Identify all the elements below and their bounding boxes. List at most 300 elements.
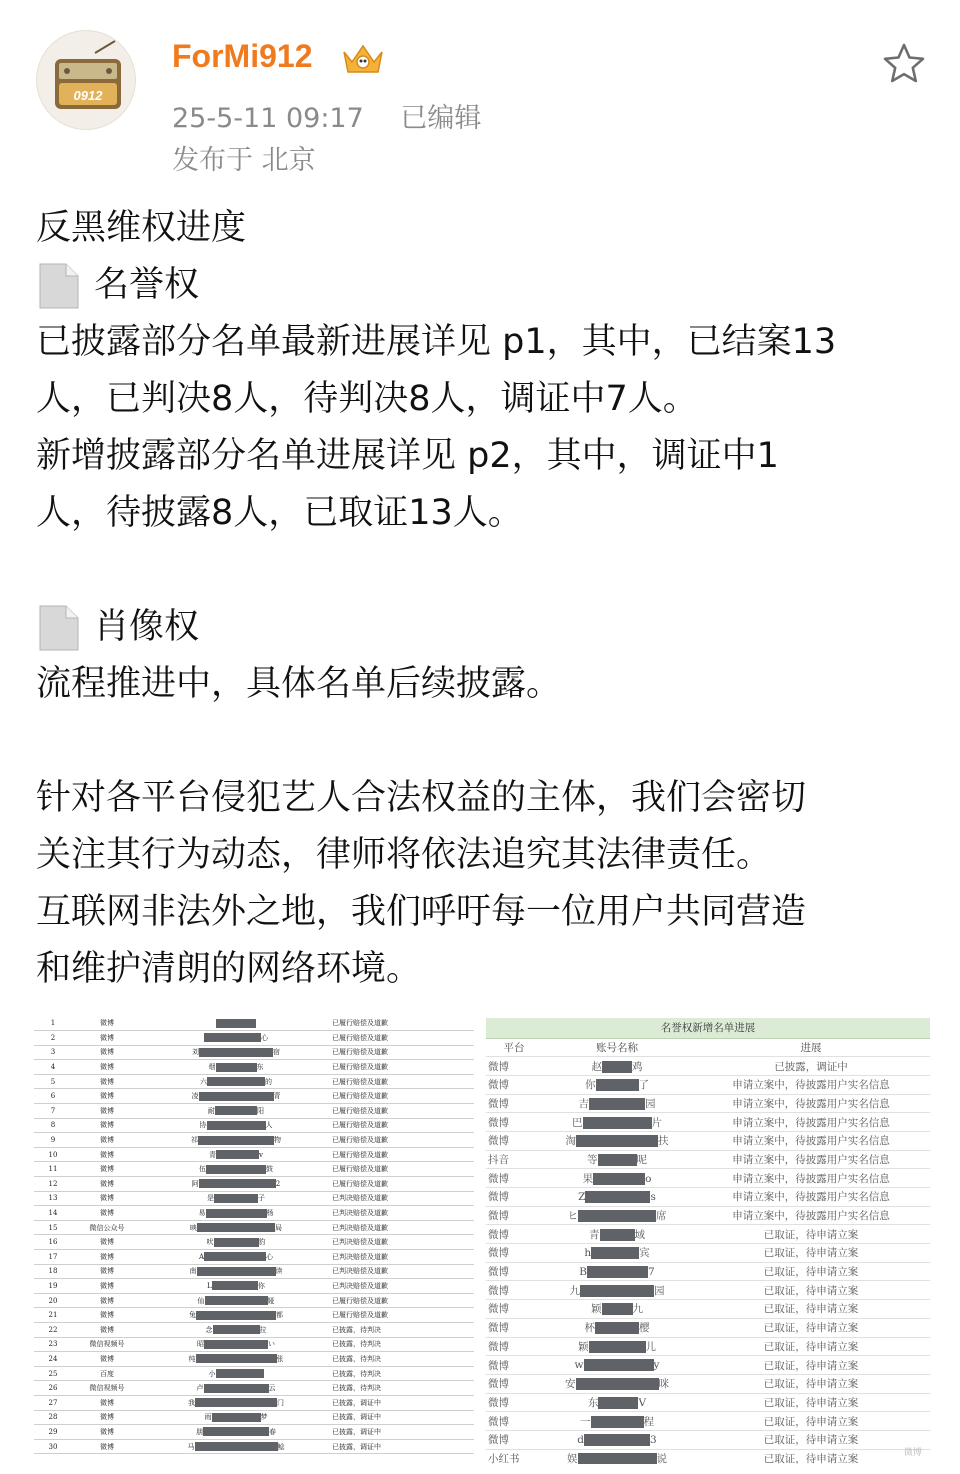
row-account [542,1188,692,1207]
redaction-mask [216,1063,257,1072]
table-header-platform: 平台 [486,1038,542,1057]
row-account [542,1057,692,1076]
row-account [542,1094,692,1113]
row-account [542,1318,692,1337]
table-row [34,1177,474,1192]
redaction-mask [204,1340,268,1349]
table-row [34,1410,474,1425]
account-suffix: 席 [656,1210,667,1223]
account-prefix: 伍 [199,1165,206,1174]
row-number: 2 [34,1031,72,1046]
row-status: 已取证，待申请立案 [692,1244,930,1263]
account-suffix: 读 [275,1267,283,1276]
row-number: 21 [34,1308,72,1323]
account-suffix: 说 [656,1452,667,1464]
table-row [34,1395,474,1410]
table-row [34,1191,474,1206]
row-number: 26 [34,1381,72,1396]
row-status: 已取证，待申请立案 [692,1430,930,1449]
account-suffix: v [259,1150,263,1159]
redaction-mask [578,1453,657,1464]
account-suffix: 片 [651,1116,662,1129]
row-platform: 微博 [486,1131,542,1150]
account-prefix: 我 [188,1398,195,1407]
table-row [486,1169,930,1188]
row-status: 已披露，调证中 [330,1439,474,1454]
redaction-mask [205,1296,268,1305]
row-account [142,1206,330,1221]
section-heading-portrait [36,599,926,656]
redaction-mask [589,1341,646,1353]
section-heading-reputation [36,257,926,314]
redaction-mask [195,1442,278,1451]
row-status: 已披露，调证中 [330,1425,474,1440]
account-suffix: 宿 [273,1048,280,1057]
post-meta [172,96,509,135]
account-prefix: 仙 [197,1296,205,1305]
row-platform: 微博 [486,1057,542,1076]
row-status: 申请立案中，待披露用户实名信息 [692,1188,930,1207]
account-prefix: 巴 [572,1116,583,1129]
account-prefix: 昭 [197,1340,204,1349]
row-status: 已履行赔偿及道歉 [330,1308,474,1323]
redaction-mask [602,1303,633,1315]
row-account [142,1074,330,1089]
row-number: 6 [34,1089,72,1104]
document-icon [36,604,82,652]
account-prefix: 赵 [591,1060,602,1073]
redaction-mask [204,1033,261,1042]
redaction-mask [589,1098,645,1110]
row-platform: 微博 [72,1060,142,1075]
post-header [0,0,960,190]
account-suffix: 子 [258,1194,265,1203]
table-row [34,1439,474,1454]
row-platform: 微博 [486,1318,542,1337]
account-suffix: V [638,1396,647,1409]
row-status: 已判决赔偿及道歉 [330,1264,474,1279]
account-suffix: y [653,1359,660,1372]
account-suffix: 域 [634,1228,645,1241]
account-prefix: Z [578,1190,586,1203]
table-row [486,1412,930,1431]
row-number: 17 [34,1250,72,1265]
progress-table-p2 [486,1018,930,1464]
watermark: 微博 [903,1448,922,1458]
radio-icon [37,31,136,130]
account-suffix: 娅 [267,1296,275,1305]
redaction-mask [583,1117,652,1129]
row-platform: 微博 [72,1031,142,1046]
row-platform: 微博 [72,1016,142,1031]
table-row [486,1374,930,1393]
table-row [34,1264,474,1279]
redaction-mask [212,1413,261,1422]
post-line: 流程推进中，具体名单后续披露。 [36,664,562,704]
account-suffix: 7 [648,1265,655,1278]
row-platform: 小红书 [486,1449,542,1464]
table-row [486,1318,930,1337]
redaction-mask [584,1359,654,1371]
redaction-mask [199,1048,273,1057]
row-account [142,1293,330,1308]
redaction-mask [595,1322,639,1334]
row-number: 20 [34,1293,72,1308]
table-title: 名誉权新增名单进展 [486,1018,930,1038]
row-status: 申请立案中，待披露用户实名信息 [692,1169,930,1188]
account-prefix: 吉 [578,1097,589,1110]
row-account [142,1264,330,1279]
account-prefix: 娱 [567,1452,578,1464]
row-status: 已取证，待申请立案 [692,1393,930,1412]
post-location: 发布于 北京 [172,145,316,176]
row-status: 已判决赔偿及道歉 [330,1206,474,1221]
account-suffix: 2 [275,1179,281,1188]
row-platform: 微博 [72,1425,142,1440]
table-row [34,1118,474,1133]
row-status: 已判决赔偿及道歉 [330,1279,474,1294]
table-row [486,1225,930,1244]
progress-table-p1 [34,1016,474,1454]
table-header-row [486,1038,930,1057]
row-platform: 微博 [72,1045,142,1060]
redaction-mask [602,1061,632,1073]
row-platform: 微博 [486,1393,542,1412]
row-platform: 微博 [486,1430,542,1449]
account-prefix: 马 [187,1442,195,1451]
row-account [142,1177,330,1192]
account-suffix: o [645,1172,652,1185]
avatar[interactable] [36,30,136,130]
row-status: 已履行赔偿及道歉 [330,1104,474,1119]
row-platform: 微博 [72,1395,142,1410]
account-prefix: 青 [209,1150,217,1159]
table-row [34,1074,474,1089]
row-status: 已履行赔偿及道歉 [330,1133,474,1148]
svg-text:0912: 0912 [73,88,103,103]
redaction-mask [598,1154,637,1166]
row-number: 23 [34,1337,72,1352]
redaction-mask [207,1077,265,1086]
edited-label[interactable]: 已编辑 [400,103,482,134]
table-row [34,1322,474,1337]
table-row [486,1281,930,1300]
row-account [142,1118,330,1133]
row-platform: 抖音 [486,1150,542,1169]
redaction-mask [206,1165,266,1174]
account-prefix: 兔 [189,1311,196,1320]
account-prefix: 东 [587,1396,599,1409]
account-suffix: 儿 [645,1340,656,1353]
row-platform: 微博 [72,1162,142,1177]
row-account [542,1356,692,1375]
row-status: 已判决赔偿及道歉 [330,1250,474,1265]
redaction-mask [584,1434,650,1446]
account-prefix: 是 [207,1194,214,1203]
row-number: 29 [34,1425,72,1440]
account-suffix: 门 [277,1398,284,1407]
row-number: 27 [34,1395,72,1410]
account-suffix: 3 [650,1433,657,1446]
row-account [142,1352,330,1367]
account-prefix: 杯 [584,1322,595,1335]
table-row [34,1250,474,1265]
row-number: 10 [34,1147,72,1162]
row-platform: 微博 [72,1293,142,1308]
redaction-mask [213,1325,260,1334]
redaction-mask [197,1223,275,1232]
redaction-mask [598,1397,638,1409]
row-account [142,1308,330,1323]
table-header-account: 账号名称 [542,1038,692,1057]
row-platform: 微博 [486,1356,542,1375]
row-number: 7 [34,1104,72,1119]
account-suffix: 都 [276,1311,283,1320]
row-status: 已披露，调证中 [330,1410,474,1425]
row-status: 已披露，待判决 [330,1322,474,1337]
table-row [34,1016,474,1031]
row-account [142,1147,330,1162]
row-platform: 微博 [72,1147,142,1162]
row-platform: 微博 [486,1262,542,1281]
table-row [34,1279,474,1294]
redaction-mask [195,1398,277,1407]
account-suffix: 宾 [639,1247,650,1260]
account-suffix: 扶 [658,1135,669,1148]
account-suffix: 咪 [658,1378,669,1391]
table-row [34,1381,474,1396]
star-icon[interactable] [880,40,928,88]
account-suffix: 鲶 [277,1442,285,1451]
account-suffix: 鸡 [632,1060,643,1073]
table-row [34,1089,474,1104]
row-account [542,1131,692,1150]
account-prefix: 淘 [565,1135,576,1148]
row-status: 已披露，待判决 [330,1381,474,1396]
row-number: 12 [34,1177,72,1192]
account-prefix: 六 [200,1077,207,1086]
row-platform: 微信视频号 [72,1337,142,1352]
redaction-mask [214,1194,258,1203]
row-platform: 微博 [72,1250,142,1265]
account-prefix: 你 [585,1079,596,1092]
account-prefix: L [207,1281,212,1290]
table-row [34,1220,474,1235]
row-account [142,1235,330,1250]
row-number: 11 [34,1162,72,1177]
table-row [486,1393,930,1412]
row-platform: 微信公众号 [72,1220,142,1235]
account-suffix: 程 [643,1415,654,1428]
account-prefix: 九 [569,1284,580,1297]
redaction-mask [203,1427,269,1436]
account-prefix: 耐 [208,1106,215,1115]
redaction-mask [593,1173,645,1185]
row-account [542,1337,692,1356]
row-account [542,1449,692,1464]
table-row [486,1057,930,1076]
redaction-mask [207,1121,266,1130]
row-status: 已披露，待判决 [330,1352,474,1367]
row-status: 已履行赔偿及道歉 [330,1118,474,1133]
row-status: 已履行赔偿及道歉 [330,1074,474,1089]
account-suffix: 的 [265,1077,272,1086]
table-header-progress: 进展 [692,1038,930,1057]
table-row [486,1300,930,1319]
account-suffix: 你 [257,1281,265,1290]
table-row [486,1150,930,1169]
redaction-mask [578,1210,656,1222]
post-body [36,200,926,998]
row-platform: 微博 [486,1094,542,1113]
row-status: 申请立案中，待披露用户实名信息 [692,1131,930,1150]
row-platform: 微博 [72,1118,142,1133]
row-status: 已履行赔偿及道歉 [330,1031,474,1046]
account-suffix: 园 [645,1097,656,1110]
row-status: 已履行赔偿及道歉 [330,1060,474,1075]
account-prefix: 烟 [208,1063,216,1072]
account-prefix: w [574,1359,584,1372]
account-suffix: s [650,1190,656,1203]
account-prefix: 凌 [191,1092,199,1101]
redaction-mask [196,1311,276,1320]
row-status: 已判决赔偿及道歉 [330,1235,474,1250]
redaction-mask [216,1369,264,1378]
redaction-mask [576,1378,659,1390]
row-number: 18 [34,1264,72,1279]
row-platform: 微博 [486,1337,542,1356]
row-account [142,1279,330,1294]
table-row [34,1308,474,1323]
post-line: 针对各平台侵犯艺人合法权益的主体，我们会密切 [36,778,807,818]
row-account [142,1045,330,1060]
redaction-mask [585,1191,650,1203]
section-heading-text: 肖像权 [94,607,200,647]
redaction-mask [591,1247,639,1259]
table-row [486,1188,930,1207]
post-title: 反黑维权进度 [36,208,247,248]
account-suffix: 春 [269,1427,276,1436]
post-timestamp: 25-5-11 09:17 [172,103,364,134]
row-platform: 微博 [72,1279,142,1294]
row-status: 已履行赔偿及道歉 [330,1293,474,1308]
table-row [34,1352,474,1367]
account-prefix: 雨 [204,1413,212,1422]
account-suffix: 心 [266,1252,274,1261]
row-status: 申请立案中，待披露用户实名信息 [692,1206,930,1225]
redaction-mask [596,1079,639,1091]
table-row [486,1430,930,1449]
redaction-mask [215,1106,257,1115]
row-number: 24 [34,1352,72,1367]
redaction-mask [197,1267,276,1276]
account-prefix: d [577,1433,585,1446]
row-status: 已取证，待申请立案 [692,1337,930,1356]
row-number: 8 [34,1118,72,1133]
table-row [486,1244,930,1263]
row-account [142,1162,330,1177]
row-status: 已履行赔偿及道歉 [330,1177,474,1192]
row-account [142,1366,330,1381]
row-status: 已取证，待申请立案 [692,1356,930,1375]
row-account [142,1425,330,1440]
post-line: 新增披露部分名单进展详见 p2，其中，调证中1 [36,436,779,476]
row-status: 已披露，调证中 [330,1395,474,1410]
image-p1[interactable] [34,1016,474,1464]
row-account [142,1191,330,1206]
account-suffix: 青 [273,1092,281,1101]
account-prefix: 纯 [188,1354,196,1363]
row-platform: 微博 [72,1264,142,1279]
post-line: 互联网非法外之地，我们呼吁每一位用户共同营造 [36,892,807,932]
table-row [34,1031,474,1046]
row-status: 申请立案中，待披露用户实名信息 [692,1075,930,1094]
table-row [486,1337,930,1356]
row-number: 25 [34,1366,72,1381]
row-number: 22 [34,1322,72,1337]
row-account [542,1206,692,1225]
table-row [34,1133,474,1148]
row-account [542,1075,692,1094]
table-row [34,1162,474,1177]
account-prefix: ヒ [567,1210,578,1223]
redaction-mask [214,1238,259,1247]
row-account [542,1281,692,1300]
account-prefix: 映 [190,1223,197,1232]
table-row [34,1060,474,1075]
row-platform: 微博 [72,1352,142,1367]
account-prefix: 小 [208,1369,216,1378]
table-row [34,1425,474,1440]
username[interactable]: ForMi912 [172,38,313,74]
row-status: 已取证，待申请立案 [692,1225,930,1244]
row-account [142,1381,330,1396]
account-prefix: h [584,1247,592,1260]
account-suffix: 拉 [259,1325,267,1334]
account-suffix: 梦 [260,1413,268,1422]
row-number: 9 [34,1133,72,1148]
redaction-mask [212,1281,258,1290]
account-suffix: い [268,1340,275,1349]
post-line: 和维护清朗的网络环境。 [36,949,422,989]
section-heading-text: 名誉权 [94,265,200,305]
row-status: 已取证，待申请立案 [692,1449,930,1464]
redaction-mask [204,1384,269,1393]
row-account [142,1250,330,1265]
row-account [542,1374,692,1393]
image-p2[interactable] [486,1018,930,1464]
account-prefix: 南 [189,1267,197,1276]
redaction-mask [591,1416,644,1428]
account-suffix: 东 [256,1063,264,1072]
row-platform: 微博 [72,1308,142,1323]
table-row [34,1337,474,1352]
row-account [542,1262,692,1281]
row-platform: 微博 [72,1089,142,1104]
post-line: 关注其行为动态，律师将依法追究其法律责任。 [36,835,772,875]
row-account [142,1322,330,1337]
row-status: 已判决赔偿及道歉 [330,1220,474,1235]
account-suffix: 九 [632,1303,643,1316]
table-row [34,1104,474,1119]
account-prefix: 卢 [196,1384,204,1393]
account-suffix: 阳 [257,1106,264,1115]
row-number: 5 [34,1074,72,1089]
table-row [486,1356,930,1375]
row-number: 1 [34,1016,72,1031]
row-platform: 微博 [486,1075,542,1094]
account-prefix: 易 [198,1209,206,1218]
